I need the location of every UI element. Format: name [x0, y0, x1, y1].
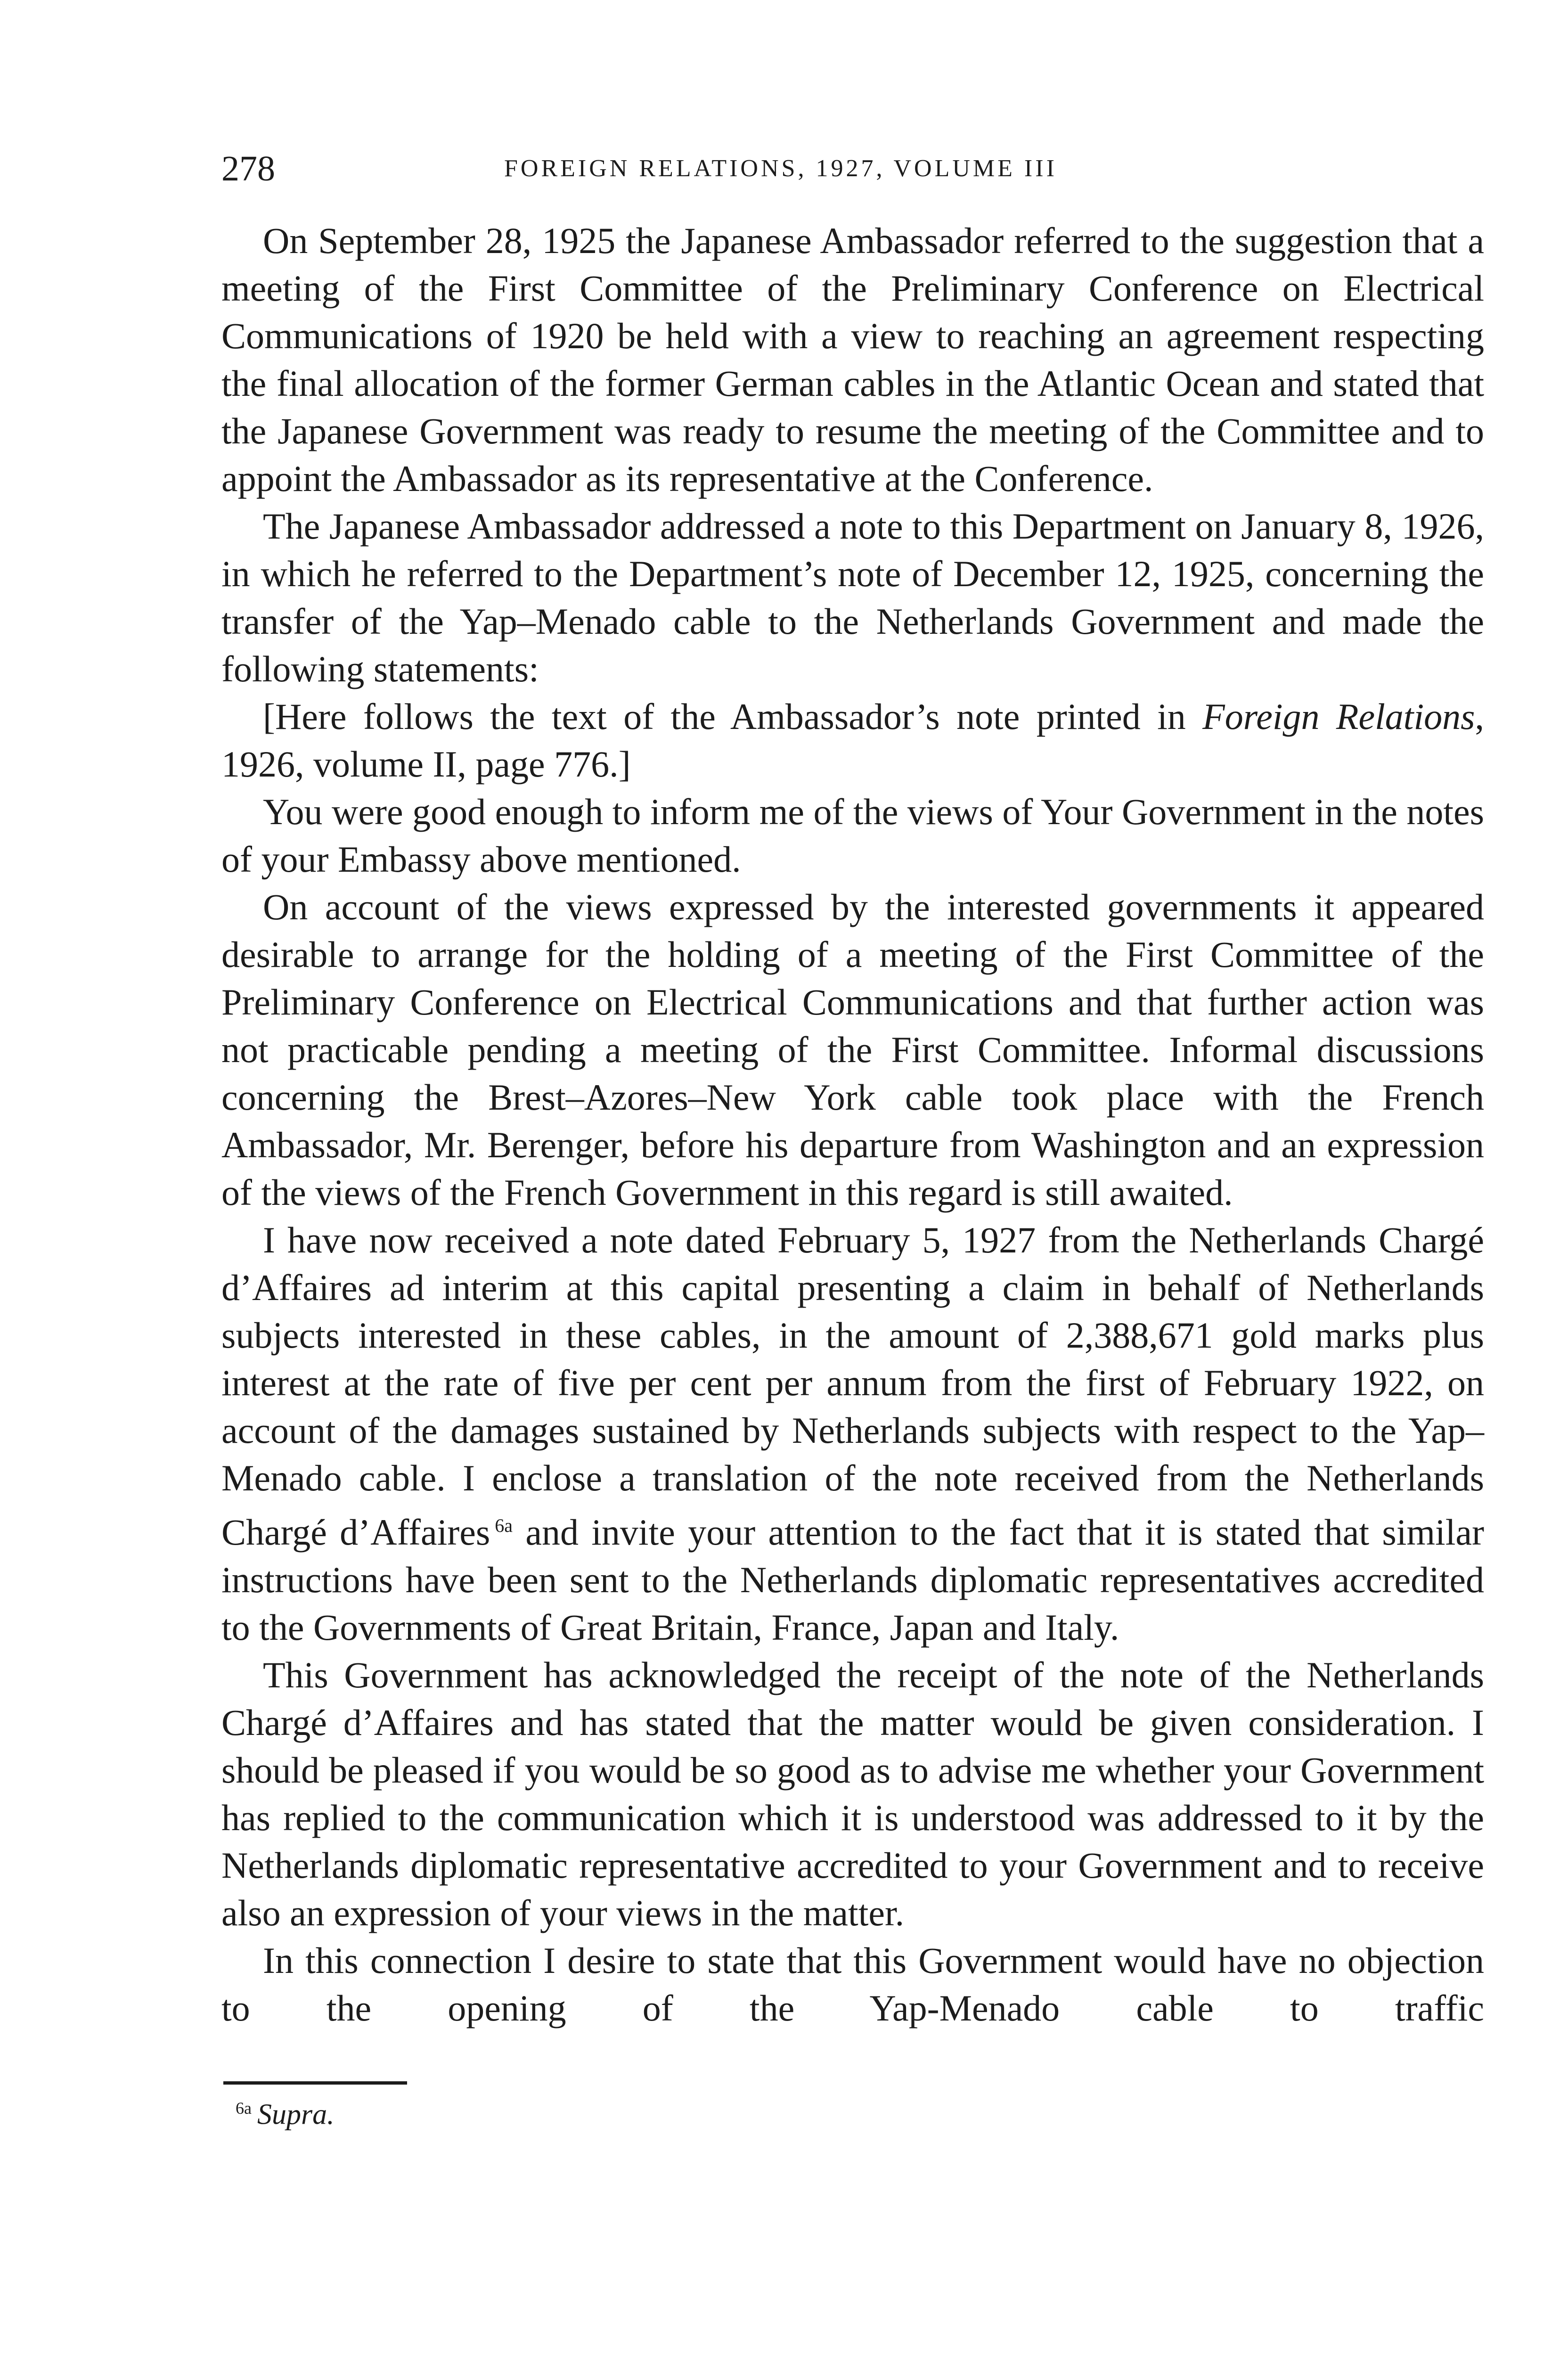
body-text	[221, 217, 1484, 2032]
paragraph: This Government has acknowledged the receipt of the note of the Netherlands Chargé d’Affaires and has stated that the matter would be given consideration. I should be pleased if you would be so good as to advise me whether your Government has replied to the communication which it is understood was addressed to it by the Netherlands diplomatic representative accredited to your Government and to receive also an expression of your views in the matter.	[221, 1654, 1484, 1933]
paragraph-text-start: I have now received a note dated February 5, 1927 from the Netherlands Chargé d’Affaires ad interim at this capital presenting a claim in behalf of Netherlands subjects interested in these cables, in the amount of 2,388,671 gold marks plus interest at the rate of five per cent per annum from the first of February 1922, on account of the damages sustained by Netherlands subjects with respect to the Yap–Menado cable. I enclose a translation of the note received from the Netherlands Chargé d’Affaires	[221, 1219, 1484, 1553]
running-head	[221, 141, 1484, 203]
paragraph-bracketed-note	[221, 693, 1484, 788]
footnote-divider	[223, 2081, 407, 2085]
paragraph: On September 28, 1925 the Japanese Ambassador referred to the suggestion that a meeting of the First Committee of the Preliminary Conference on Electrical Communications of 1920 be held with a view to reaching an agreement respecting the final allocation of the former German cables in the Atlantic Ocean and stated that the Japanese Government was ready to resume the meeting of the Committee and to appoint the Ambassador as its representative at the Conference.	[221, 220, 1484, 499]
page-content	[221, 141, 1484, 2129]
footnote-text: Supra.	[257, 2098, 335, 2131]
paragraph: On account of the views expressed by the interested governments it appeared desirable to arrange for the holding of a meeting of the First Committee of the Preliminary Conference on Electrical Communications and that further action was not practicable pending a meeting of the First Committee. Informal discussions concerning the Brest–Azores–New York cable took place with the French Ambassador, Mr. Berenger, before his departure from Washington and an expression of the views of the French Government in this regard is still awaited.	[221, 886, 1484, 1213]
running-title: FOREIGN RELATIONS, 1927, VOLUME III	[504, 155, 1057, 182]
paragraph: You were good enough to inform me of the views of Your Government in the notes of your Embassy above mentioned.	[221, 791, 1484, 880]
bracket-text-end: , 1926, volume II, page 776.]	[221, 696, 1485, 785]
footnote-reference: 6a	[495, 1515, 513, 1536]
footnote	[236, 2100, 1484, 2129]
bracket-text-start: [Here follows the text of the Ambassador’s note printed in	[263, 696, 1203, 737]
paragraph-with-footnote	[221, 1216, 1484, 1651]
publication-title: Foreign Relations	[1202, 696, 1475, 737]
paragraph: The Japanese Ambassador addressed a note to this Department on January 8, 1926, in which he referred to the Department’s note of December 12, 1925, concerning the transfer of the Yap–Menado cable to the Netherlands Government and made the following statements:	[221, 506, 1484, 689]
paragraph-text-end: and invite your attention to the fact that it is stated that similar instructions have been sent to the Netherlands diplomatic representatives accredited to the Governments of Great Britain, France, Japan and Italy.	[221, 1512, 1484, 1648]
footnote-marker: 6a	[236, 2099, 252, 2118]
paragraph: In this connection I desire to state that this Government would have no objection to the opening of the Yap-Menado cable to traffic	[221, 1940, 1484, 2029]
page-number: 278	[221, 149, 275, 188]
